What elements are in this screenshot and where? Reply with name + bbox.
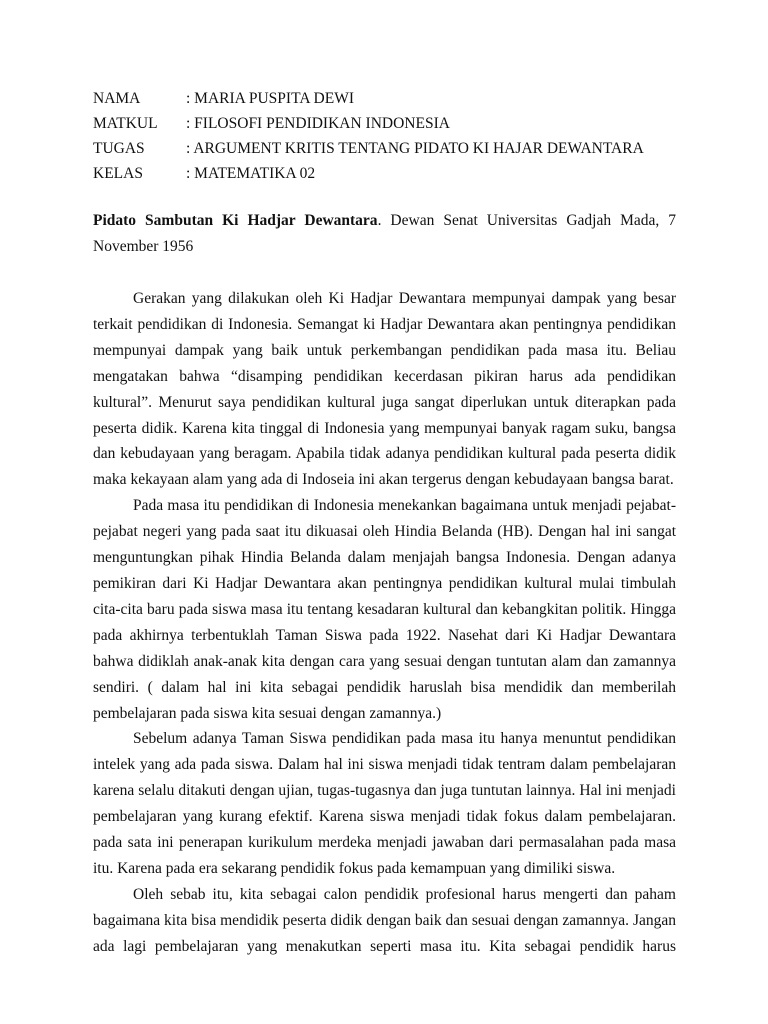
speech-citation xyxy=(93,208,676,260)
paragraph-3: Sebelum adanya Taman Siswa pendidikan pada masa itu hanya menuntut pendidikan intelek yang ada pada siswa. Dalam hal ini siswa menjadi tidak tentram dalam pembelajaran karena selalu ditakuti dengan ujian, tugas-tugasnya dan juga tuntutan lainnya. Hal ini menjadi pembelajaran yang kurang efektif. Karena siswa menjadi tidak fokus dalam pembelajaran. pada sata ini penerapan kurikulum merdeka menjadi jawaban dari permasalahan pada masa itu. Karena pada era sekarang pendidik fokus pada kemampuan yang dimiliki siswa. xyxy=(93,730,676,877)
paragraph-1: Gerakan yang dilakukan oleh Ki Hadjar Dewantara mempunyai dampak yang besar terkait pendidikan di Indonesia. Semangat ki Hadjar Dewantara akan pentingnya pendidikan mempunyai dampak yang baik untuk perkembangan pendidikan pada masa itu. Beliau mengatakan bahwa “disamping pendidikan kecerdasan pikiran harus ada pendidikan kultural”. Menurut saya pendidikan kultural juga sangat diperlukan untuk diterapkan pada peserta didik. Karena kita tinggal di Indonesia yang mempunyai banyak ragam suku, bangsa dan kebudayaan yang beragam. Apabila tidak adanya pendidikan kultural pada peserta didik maka kekayaan alam yang ada di Indoseia ini akan tergerus dengan kebudayaan bangsa barat. xyxy=(93,290,676,489)
header-value-tugas: : ARGUMENT KRITIS TENTANG PIDATO KI HAJAR DEWANTARA xyxy=(186,140,644,157)
header-row-kelas xyxy=(93,161,693,186)
header-label-matkul: MATKUL xyxy=(93,115,158,132)
header-row-matkul xyxy=(93,111,693,136)
header-row-nama xyxy=(93,86,693,111)
header-label-kelas: KELAS xyxy=(93,165,143,182)
header-label-nama: NAMA xyxy=(93,90,141,107)
essay-body xyxy=(93,286,676,960)
header-label-tugas: TUGAS xyxy=(93,140,145,157)
header-row-tugas xyxy=(93,136,693,161)
speech-source: . Dewan Senat Universitas Gadjah Mada, 7 November 1956 xyxy=(93,212,676,255)
student-info-header xyxy=(93,86,693,186)
header-value-nama: : MARIA PUSPITA DEWI xyxy=(186,90,354,107)
paragraph-4: Oleh sebab itu, kita sebagai calon pendidik profesional harus mengerti dan paham bagaimana kita bisa mendidik peserta didik dengan baik dan sesuai dengan zamannya. Jangan ada lagi pembelajaran yang menakutkan seperti masa itu. Kita sebagai pendidik harus xyxy=(93,885,676,955)
header-value-kelas: : MATEMATIKA 02 xyxy=(186,165,316,182)
paragraph-2: Pada masa itu pendidikan di Indonesia menekankan bagaimana untuk menjadi pejabat-pejabat negeri yang pada saat itu dikuasai oleh Hindia Belanda (HB). Dengan hal ini sangat menguntungkan pihak Hindia Belanda dalam menjajah bangsa Indonesia. Dengan adanya pemikiran dari Ki Hadjar Dewantara akan pentingnya pendidikan kultural mulai timbulah cita-cita baru pada siswa masa itu tentang kesadaran kultural dan kebangkitan politik. Hingga pada akhirnya terbentuklah Taman Siswa pada 1922. Nasehat dari Ki Hadjar Dewantara bahwa didiklah anak-anak kita dengan cara yang sesuai dengan tuntutan alam dan zamannya sendiri. ( dalam hal ini kita sebagai pendidik haruslah bisa mendidik dan memberilah pembelajaran pada siswa kita sesuai dengan zamannya.) xyxy=(93,497,676,722)
header-value-matkul: : FILOSOFI PENDIDIKAN INDONESIA xyxy=(186,115,450,132)
speech-title: Pidato Sambutan Ki Hadjar Dewantara xyxy=(93,212,378,229)
